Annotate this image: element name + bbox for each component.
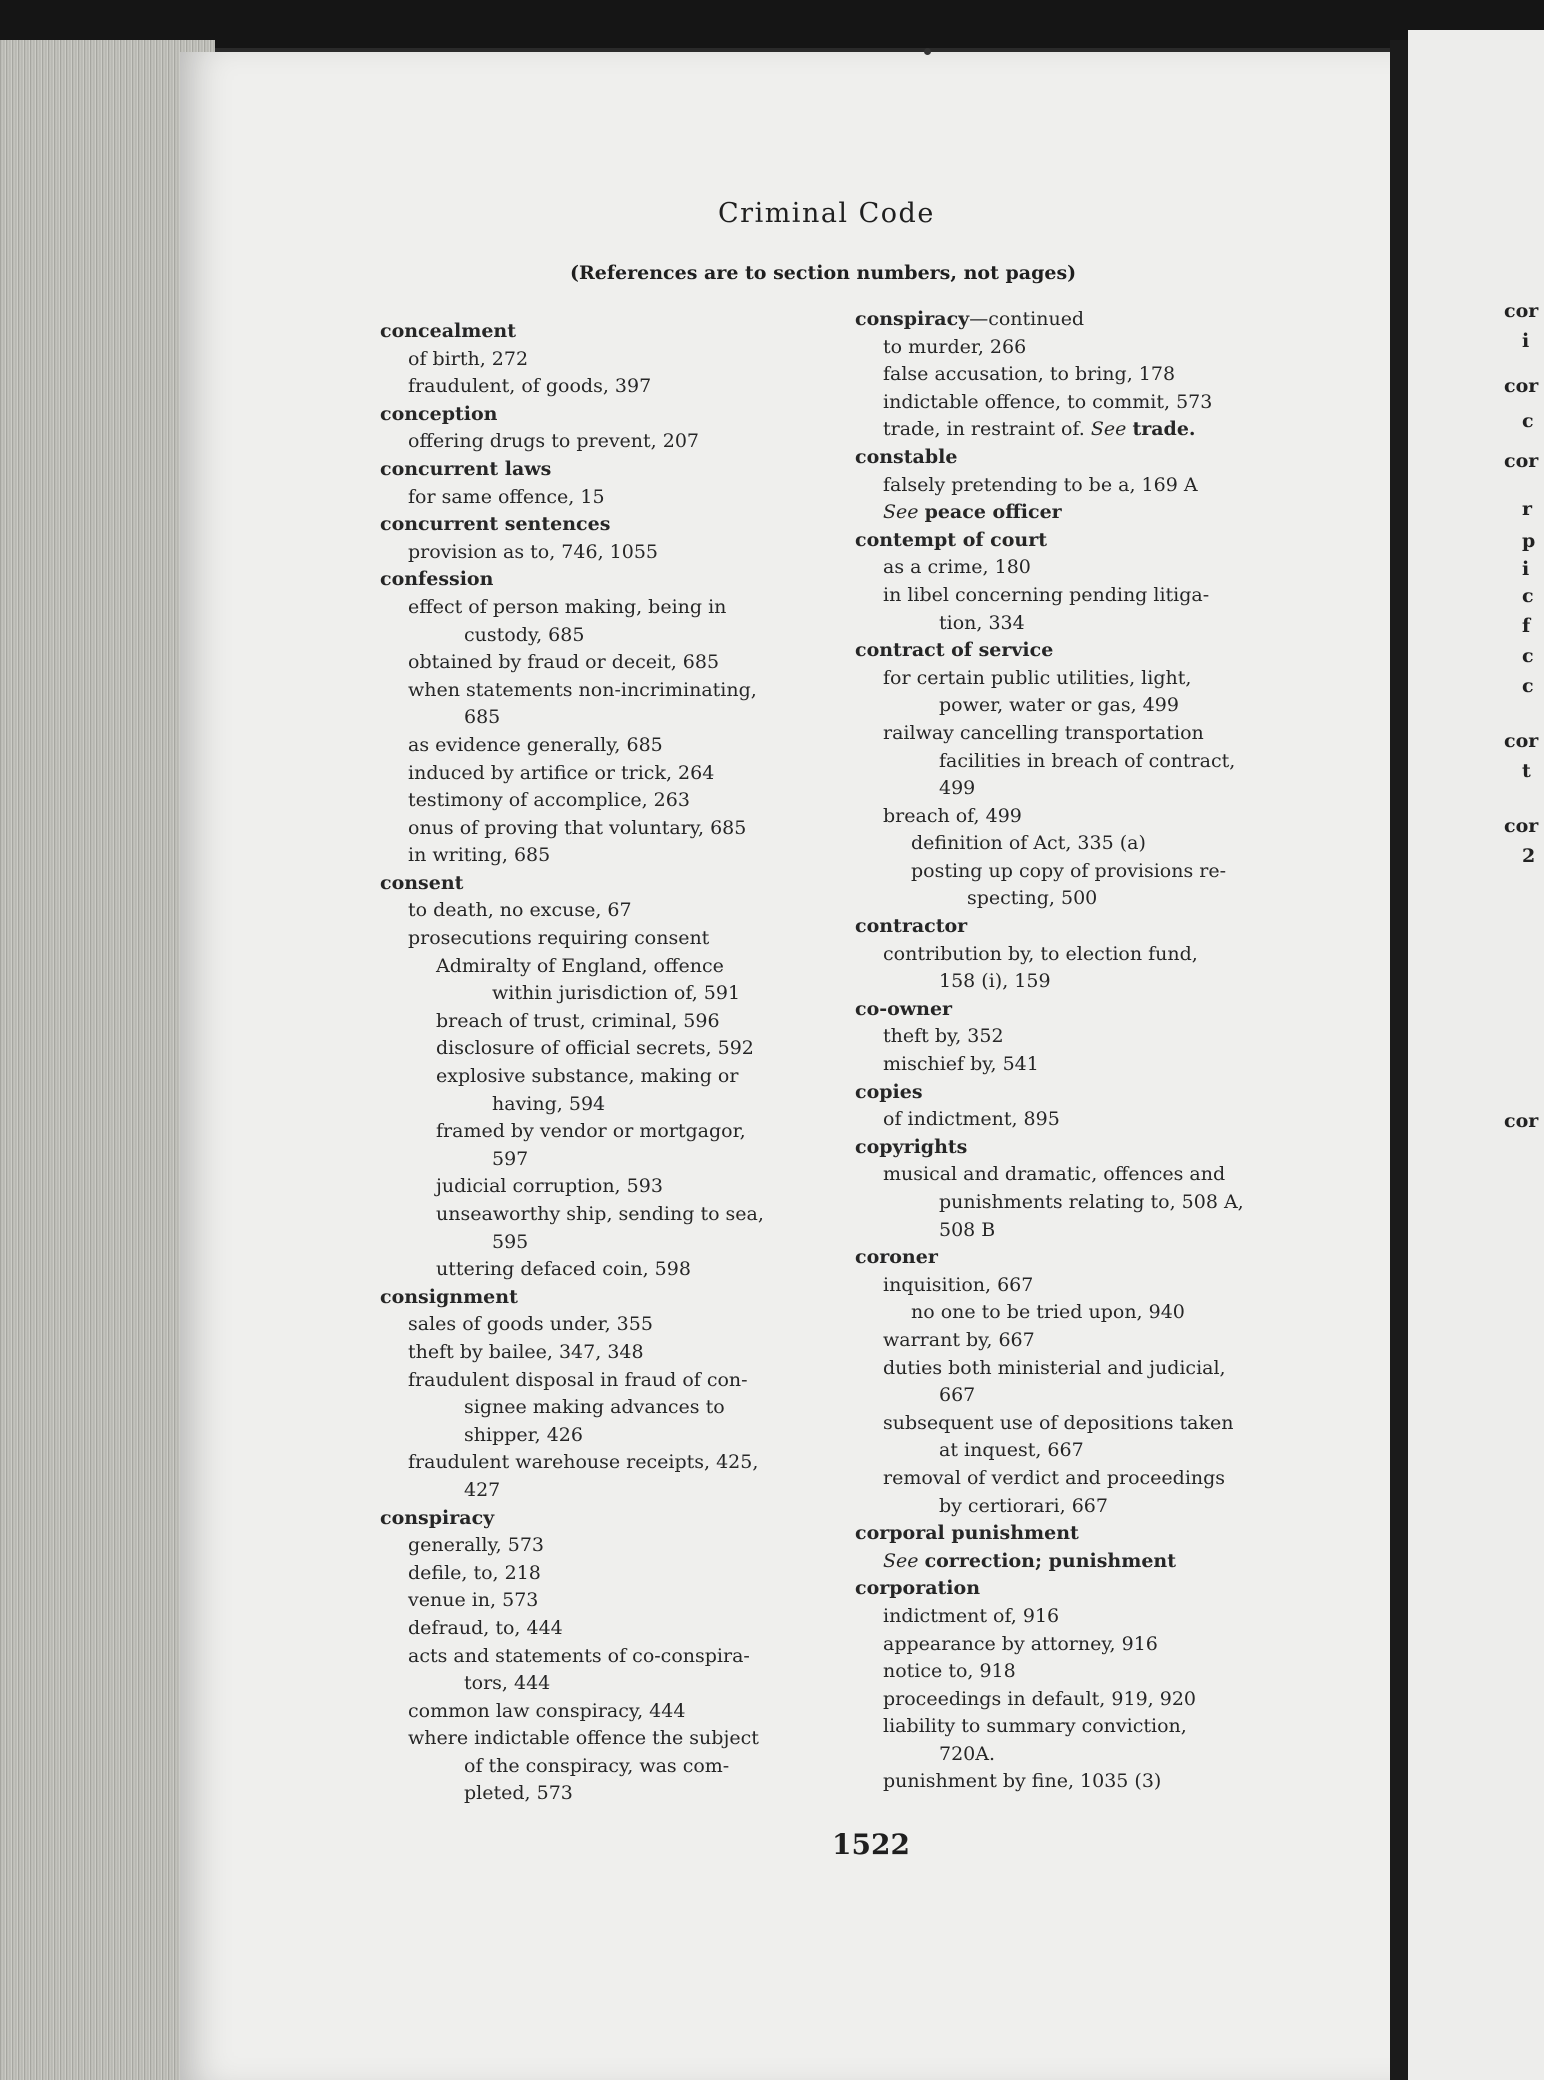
index-subentry [380,373,850,401]
entry-continuation: punishments relating to, 508 A, [939,1191,1244,1213]
index-subentry [380,428,850,456]
entry-text: trade, in restraint of. [883,418,1085,441]
entry-text: to murder, 266 [883,335,1027,358]
index-column-right [855,306,1315,1796]
entry-text: railway cancelling transportation [883,721,1204,744]
entry-text: breach of, 499 [883,804,1022,827]
entry-text: venue in, 573 [408,1589,539,1612]
entry-continuation: 667 [939,1384,976,1407]
entry-text: in libel concerning pending litiga- [883,583,1210,606]
index-subentry [380,897,850,925]
index-heading [855,444,1315,472]
index-subentry [855,803,1315,831]
entry-text: induced by artifice or trick, 264 [408,761,715,784]
page-number: 1522 [832,1828,910,1861]
index-subentry [855,1355,1315,1410]
entry-text: indictable offence, to commit, 573 [883,390,1213,413]
running-title: Criminal Code [718,198,935,229]
index-subentry [380,760,850,788]
index-heading [855,637,1315,665]
index-subentry [855,1768,1315,1796]
index-subentry [855,858,1315,913]
entry-text: defraud, to, 444 [408,1616,563,1639]
entry-text: breach of trust, criminal, 596 [436,1009,720,1032]
index-subentry [380,1339,850,1367]
index-subentry [380,346,850,374]
index-subentry [855,1327,1315,1355]
index-subentry [380,925,850,953]
next-page-fragment: cor [1504,730,1539,752]
index-heading [855,1520,1315,1548]
entry-text: removal of verdict and proceedings [883,1466,1226,1489]
index-heading [380,566,850,594]
entry-text: musical and dramatic, offences and [883,1163,1226,1186]
entry-continuation: facilities in breach of contract, [939,749,1236,772]
entry-text: theft by bailee, 347, 348 [408,1340,644,1363]
entry-continuation: custody, 685 [464,623,585,646]
index-subentry [380,1201,850,1256]
entry-text: copies [855,1080,923,1103]
entry-text: fraudulent warehouse receipts, 425, [408,1451,759,1474]
entry-text: indictment of, 916 [883,1604,1060,1627]
entry-text: Admiralty of England, offence [436,954,724,977]
index-subentry [380,1698,850,1726]
entry-continuation: 720A. [939,1742,996,1765]
index-subentry [855,1713,1315,1768]
entry-text: appearance by attorney, 916 [883,1632,1158,1655]
see-reference: See [883,501,919,524]
next-page-fragment: c [1522,585,1534,607]
index-subentry [380,1560,850,1588]
entry-text: posting up copy of provisions re- [911,859,1227,882]
entry-continuation: 595 [492,1230,529,1253]
index-subentry [855,1603,1315,1631]
entry-text: as a crime, 180 [883,556,1031,579]
index-subentry [855,1410,1315,1465]
index-subentry [855,1272,1315,1300]
next-page-fragment: r [1522,498,1533,520]
index-subentry [855,720,1315,803]
next-page-fragment: i [1522,558,1530,580]
entry-text: disclosure of official secrets, 592 [436,1037,754,1060]
entry-continuation: 427 [464,1478,501,1501]
index-subentry [380,1725,850,1808]
next-page-fragment: c [1522,410,1534,432]
next-page-fragment: c [1522,645,1534,667]
index-heading [855,1575,1315,1603]
index-subentry [380,787,850,815]
next-page-fragment: i [1522,330,1530,352]
entry-text: consignment [380,1285,518,1308]
see-reference: See [883,1549,919,1572]
see-target: correction; punishment [924,1549,1177,1572]
index-subentry [855,1051,1315,1079]
entry-text: theft by, 352 [883,1025,1004,1048]
index-heading [380,456,850,484]
entry-text: unseaworthy ship, sending to sea, [436,1203,764,1225]
entry-text: defile, to, 218 [408,1561,541,1584]
index-subentry [380,1063,850,1118]
entry-text: falsely pretending to be a, 169 A [883,473,1198,496]
entry-continuation: within jurisdiction of, 591 [492,982,741,1005]
index-subentry [380,1118,850,1173]
index-subentry [855,1658,1315,1686]
index-subentry [380,1449,850,1504]
entry-text: punishment by fine, 1035 (3) [883,1770,1162,1793]
entry-text: for same offence, 15 [408,485,605,508]
scan-top-edge [0,0,1544,48]
entry-text: contribution by, to election fund, [883,942,1198,965]
entry-text: concurrent laws [380,457,552,480]
entry-text: fraudulent, of goods, 397 [408,375,652,398]
next-page-fragment: 2 [1522,845,1536,867]
next-page-fragment: cor [1504,300,1539,322]
index-subentry [855,1548,1315,1576]
index-subentry [380,842,850,870]
entry-continuation: 685 [464,706,501,729]
index-heading [855,1244,1315,1272]
entry-text: provision as to, 746, 1055 [408,540,659,563]
page-gutter [1390,40,1408,2080]
entry-text: copyrights [855,1135,968,1158]
index-subentry [380,539,850,567]
index-heading [380,870,850,898]
index-subentry [380,594,850,649]
index-subentry [380,1173,850,1201]
entry-text: co-owner [855,997,953,1020]
entry-text: fraudulent disposal in fraud of con- [408,1368,748,1391]
entry-text: for certain public utilities, light, [883,666,1192,689]
index-subentry [380,1008,850,1036]
next-page-edge [1408,30,1544,2080]
index-heading [380,1284,850,1312]
index-subentry [855,830,1315,858]
index-subentry [855,941,1315,996]
entry-text: subsequent use of depositions taken [883,1411,1234,1434]
entry-text: duties both ministerial and judicial, [883,1356,1226,1379]
entry-text: explosive substance, making or [436,1065,739,1088]
index-subentry [855,472,1315,500]
index-heading [855,913,1315,941]
next-page-fragment: p [1522,530,1536,552]
entry-text: sales of goods under, 355 [408,1313,653,1336]
entry-text: concurrent sentences [380,513,611,536]
entry-text: common law conspiracy, 444 [408,1699,686,1722]
index-heading [855,1079,1315,1107]
entry-text: contractor [855,915,968,938]
index-heading [380,511,850,539]
index-heading [380,318,850,346]
entry-continuation: 597 [492,1147,529,1170]
index-subentry [855,1161,1315,1244]
index-subentry [855,361,1315,389]
index-subentry [855,1631,1315,1659]
index-subentry [855,389,1315,417]
entry-continuation: by certiorari, 667 [939,1494,1108,1517]
entry-text: obtained by fraud or deceit, 685 [408,651,720,674]
entry-continuation: signee making advances to [464,1396,725,1419]
entry-continuation: power, water or gas, 499 [939,694,1179,717]
entry-continuation: at inquest, 667 [939,1439,1084,1462]
entry-text: when statements non-incriminating, [408,678,757,701]
entry-text: corporal punishment [855,1522,1079,1545]
index-subentry [855,1106,1315,1134]
index-heading [855,1134,1315,1162]
entry-continuation: having, 594 [492,1092,606,1115]
index-heading [855,996,1315,1024]
index-column-left [380,318,850,1808]
entry-text: of birth, 272 [408,347,529,370]
index-subentry [380,815,850,843]
index-subentry [380,1035,850,1063]
entry-text: concealment [380,320,517,342]
index-subentry [855,1465,1315,1520]
index-subentry [380,1532,850,1560]
entry-text: effect of person making, being in [408,595,727,618]
index-subentry [380,484,850,512]
entry-continuation: shipper, 426 [464,1423,583,1446]
entry-text: coroner [855,1246,938,1269]
next-page-fragment: t [1522,760,1531,782]
entry-text: inquisition, 667 [883,1273,1034,1296]
index-heading [855,306,1315,334]
entry-continuation: of the conspiracy, was com- [464,1754,730,1777]
index-subentry [380,1643,850,1698]
entry-text: definition of Act, 335 (a) [911,832,1146,855]
entry-text: of indictment, 895 [883,1108,1060,1131]
entry-continuation: pleted, 573 [464,1782,573,1805]
entry-continuation: 499 [939,777,976,800]
entry-continuation: 508 B [939,1218,996,1241]
entry-text: contempt of court [855,528,1048,551]
entry-continuation: tion, 334 [939,611,1025,634]
index-subentry [380,953,850,1008]
entry-text: acts and statements of co-conspira- [408,1644,750,1667]
entry-continuation: tors, 444 [464,1672,551,1695]
see-reference: See [1090,418,1127,441]
see-target: peace officer [924,501,1062,524]
index-subentry [380,1311,850,1339]
index-subentry [380,1256,850,1284]
entry-continuation: 158 (i), 159 [939,970,1051,993]
index-subentry [855,582,1315,637]
entry-text: conspiracy [380,1506,495,1529]
index-subentry [855,334,1315,362]
next-page-fragment: cor [1504,450,1539,472]
entry-text: generally, 573 [408,1534,545,1557]
binding-dot [924,48,931,55]
references-note: (References are to section numbers, not pages) [570,262,1077,284]
next-page-fragment: f [1522,615,1531,637]
entry-text: onus of proving that voluntary, 685 [408,816,747,839]
entry-text: conspiracy—continued [855,308,1085,330]
index-subentry [855,416,1315,444]
index-subentry [380,1367,850,1450]
entry-text: proceedings in default, 919, 920 [883,1687,1196,1710]
index-heading [855,527,1315,555]
index-subentry [380,1587,850,1615]
entry-text: mischief by, 541 [883,1053,1039,1076]
entry-text: prosecutions requiring consent [408,927,710,950]
next-page-fragment: cor [1504,375,1539,397]
entry-text: offering drugs to prevent, 207 [408,430,700,453]
see-target: trade. [1132,418,1196,441]
index-subentry [380,677,850,732]
entry-text: confession [380,568,494,591]
next-page-fragment: cor [1504,1110,1539,1132]
next-page-fragment: c [1522,675,1534,697]
entry-text: as evidence generally, 685 [408,733,663,756]
entry-text: contract of service [855,639,1054,662]
entry-text: corporation [855,1577,981,1600]
index-subentry [855,1299,1315,1327]
entry-text: consent [380,871,464,894]
entry-text: framed by vendor or mortgagor, [436,1120,746,1143]
entry-text: liability to summary conviction, [883,1715,1187,1738]
entry-text: in writing, 685 [408,844,551,867]
index-heading [380,401,850,429]
index-subentry [380,1615,850,1643]
index-subentry [855,665,1315,720]
entry-text: no one to be tried upon, 940 [911,1301,1185,1324]
index-subentry [855,1023,1315,1051]
entry-text: testimony of accomplice, 263 [408,789,690,812]
entry-text: uttering defaced coin, 598 [436,1258,691,1281]
index-subentry [380,649,850,677]
entry-text: conception [380,402,498,425]
entry-text: warrant by, 667 [883,1328,1035,1351]
entry-text: where indictable offence the subject [408,1727,759,1750]
index-subentry [855,554,1315,582]
index-subentry [380,732,850,760]
entry-text: judicial corruption, 593 [436,1175,663,1198]
entry-text: constable [855,445,958,468]
index-heading [380,1505,850,1533]
index-subentry [855,1686,1315,1714]
entry-text: notice to, 918 [883,1660,1016,1683]
entry-continuation: specting, 500 [967,887,1098,910]
entry-text: to death, no excuse, 67 [408,899,632,922]
next-page-fragment: cor [1504,815,1539,837]
entry-text: false accusation, to bring, 178 [883,363,1176,386]
index-subentry [855,499,1315,527]
